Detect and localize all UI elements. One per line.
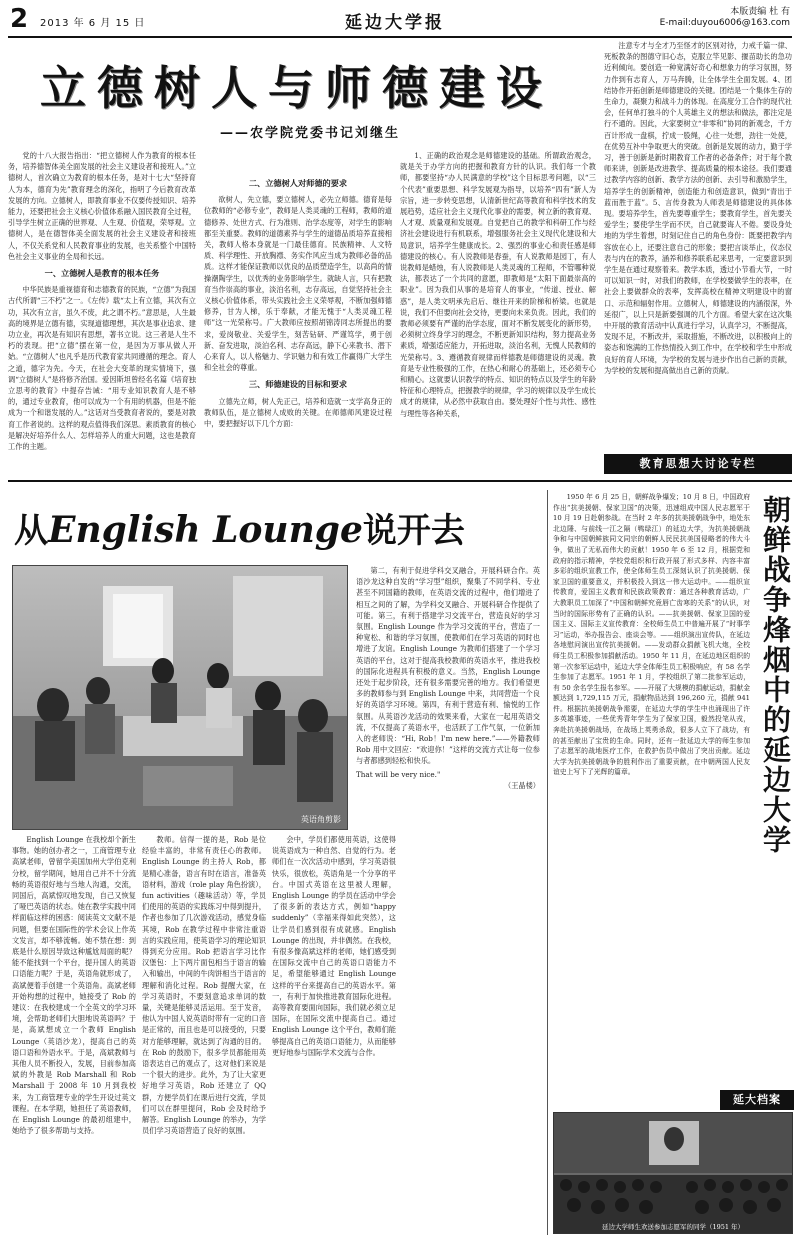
article1-title — [40, 52, 580, 115]
article3-left-rule — [547, 490, 548, 1235]
english-lounge-photo — [12, 565, 348, 830]
archive-photo-image — [554, 1113, 793, 1234]
article1-title-text: 立德树人与师德建设 — [40, 61, 553, 115]
article1-column-1 — [8, 150, 196, 470]
article2-column-4 — [356, 565, 540, 1235]
masthead: 延边大学报 — [345, 13, 445, 33]
article2-col3-text: 会中，学员们都使用英语，这使得说英语成为一种自然、自觉的行为。老师们在一次次活动中感到，学习英语很快乐，很放松，英语角是一个分享的平台。中国式英语在这里被人理解，English Lounge 的学员在活动中学会了很多新的表达方式，例如“happy suddenly”（幸福来得如此突然），这让学员们感到很有成就感。English Lounge 的出现，并非偶然。在我校，有很多像高斌这样的老师，她们感受到在国际交流中自己的英语口语能力不足，希望能够通过 English Lounge 这样的平台来提高自己的英语水平。第一，有利于加快推进教育国际化进程。高等教育要面向国际，我们就必须立足国际，在国际交流中提高自己。通过 English Lounge 这个平台，教师们能够提高自己的英语口语能力，从而能够更好地参与国际学术交流与合作。 — [272, 835, 396, 1057]
article1-column-3 — [400, 150, 596, 470]
article2-title — [14, 503, 559, 551]
article1-sec2-text: 欲树人，先立德，要立德树人，必先立师德。德育是每位教师的“必修专业”，教师是人类灵魂的工程师，教师的道德修养、处世方式、行为准则、治学态度等，对学生的影响都至关重要。教师的道德素养与学生的道德品质培养直接相关，教师人格本身就是一门最佳德育。民族精神、人文特质、科学理性、开放胸襟、务实作风应当成为教师必备的品质。这样才能保证教师以优良的品质塑造学生，以高尚的情操潮陶学生，以优秀的业务影响学生。就缺人言，只有把教育当作崇高的事业，淡泊名利，志存高远，自觉坚持社会主义核心价值体系，带头实践社会主义荣辱观，不断加强师德修养，甘为人梯，乐于奉献，才能无愧于“人类灵魂工程师”这一光荣称号。广大教师应按照胡锦涛同志所提出的要求，爱岗敬业、关爱学生，刻苦钻研、严谨笃学，勇于创新、奋发进取，淡泊名利、志存高远，静下心来教书、潜下心来育人，以人格魅力、学识魅力和有效工作赢得广大学生和全社会的尊重。 — [204, 195, 392, 373]
article1-sec3-text: 立德先立师，树人先正己，培养和造就一支学高身正的教师队伍，是立德树人成败的关键。在师德师风建设过程中，要把握好以下几个方面： — [204, 396, 392, 429]
page-header — [0, 0, 800, 38]
article2-author: （王晶楼） — [504, 780, 540, 790]
article3-text-column — [553, 492, 750, 1086]
article1-sec2-heading-lead — [204, 150, 392, 172]
article1-col4-text: 注意专才与全才乃至怪才的区别对待，力戒千篇一律、死板教条的图德守旧心态，克服立竿见影、揠苗助长的急功近利倾向。要创造一种宽满好奇心和想象力的学习氛围，努力作到有志育人，万马奔腾，让全体学生全面发展。4、团结协作开拓创新是师德建设的关键。团结是一个集体生存的生命力，凝聚力和战斗力的体现。在高度分工合作的现代社会，任何单打独斗的个人英雄主义的想法和做法，都注定是行不通的。因此，大家要树立“非零和”协同的新观念，千方百计形成一盘棋，拧成一股绳，心往一处想，劲往一处使，在优势互补中争取更大的突破。创新是发展的动力，勤于学习，善于创新是新时期教育工作者的必备条件；对于每个教师来讲，创新是改进教学、提高质量的根本途径。我们要通过教学内容的创新、教学方法的创新、去引导和激励学生，培养学生的创新精神，创造能力和创造意识，做到“青出于蓝而胜于蓝”。5、言传身教为人师表是师德建设的具体体现。要培养学生，首先要尊重学生；要教育学生，首先要关爱学生；要使学生学而不厌，自己就要诲人不倦。要设身处地的为学生着想，时刻记住自己的角色身份：既要把教学内容放在心上，还要注意自己的形象；要把言谈举止，仪态仪表与内在的教养，涵养和修养联系起来思考，一定要意识到学生是在通过观察着来。教学本质，透过小节看大节，一时可以知识一时，对我们的教师，在学校要做学生的表率，在社会上要做群众的表率，发挥高校在精神文明建设中的窗口、示范和辐射作用。立德树人，师德建设的内涵很深，外延很广，以上只是新要强调的几个方面。希望大家在这次集中开展的教育活动中认真进行学习，认真学习，不断提高，发现不足，不断改并，采取措施，不断改进，以积极向上的姿态和饱满的工作热情投入到工作中，在学校和学生中形成良好的育人环境，为学校的发展与进步作出自己新的贡献，为学校的发展和提高做出自己新的贡献。 — [604, 41, 792, 375]
header-rule — [8, 36, 792, 38]
article1-sec2-heading: 二、立德树人对师德的要求 — [248, 178, 348, 188]
archive-photo — [553, 1112, 793, 1234]
issue-date: 2013 年 6 月 15 日 — [40, 18, 146, 29]
education-forum-banner — [604, 454, 792, 474]
article3-vertical-title-text: 朝鲜战争烽烟中的延边大学 — [759, 495, 792, 855]
yanda-archive-banner — [720, 1090, 794, 1110]
edition-editor: 本版责编 杜 有 — [730, 7, 790, 17]
article1-sec3-heading: 三、师德建设的目标和要求 — [248, 379, 348, 390]
article3-text: 1950 年 6 月 25 日，朝鲜战争爆发；10 月 8 日，中国政府作出“抗美援朝、保家卫国”的决策，迅速组成中国人民志愿军于 10 月 19 日赴朝参战。在当时 2 年多的抗美援朝战争中，地处东北边陲、与前线一江之隔（鸭绿江）的延边大学，为抗美援朝战争和与中国朝鲜族同文同宗的朝鲜人民民抗美国侵略者的伟大斗争，做出了无私而伟大的贡献！1950 年 6 至 12 月，根据党和政府的指示精神，学校党组织和行政开展了形式多样、内容丰富多彩的组织宣教工作，使全体师生员工深刻认识了抗美援朝、保家卫国的重要意义，并积极投入到这一伟大运动中。——组织宣传教育，爱国主义教育和民族政策教育：通过各种教育活动，广大教职员工加深了“中国和朝鲜究竟唇亡齿寒的关系”的认识，对当时的国际形势有了正确的认识。——抗美援朝、保家卫国的爱国主义、国际主义宣传教育：全校师生员工中普遍开展了“时事学习”运动，举办报告会、座谈会等。——组织演出宣传队，在延边各地慰问演出宣传抗美援朝。——发动群众捐献飞机大炮，全校师生员工积极参加捐献活动。1950 年 11 月，在延边地区组织的第一次参军运动中，延边大学全体师生员工积极响应，有 58 名学生参加了志愿军。1951 年 1 月，学校组织了第二批参军运动，有 50 余名学生报名参军。——开展了大规模的捐献运动，捐献金额达到 1,729,115 万元，捐献物品达到 196,260 元，捐献 941 件。根据抗美援朝战争需要，在延边大学的学生中也涌现出了许多英雄事迹，一些优秀青年学生为了保家卫国，毅然投笔从戎，奔赴抗美援朝战场，在战场上英勇杀敌，很多人立下了战功，有的甚至献出了宝贵的生命。同时，还有一批延边大学的师生参加了志愿军的战地医疗工作，在救护伤员中做出了突出贡献。延边大学为抗美援朝战争的胜利作出了重要贡献，在中朝两国人民友谊史上写下了光辉的篇章。 — [553, 493, 750, 777]
article1-column-4 — [604, 40, 792, 460]
article2-col1-text: English Lounge 在我校却个新生事物。她的创办者之一，工商管理专业高斌老师，曾留学美国加州大学伯克利分校，留学期间，她用自己并不十分流畅的英语很好地与当地人沟通，交流，同国后，高斌惊叹地发现，自己又恢复了哑巴英语的状态。她在教学实践中同样面临这样的困惑：阅读英文文献不是问题，但要在国际性的学术会议上作英文发言，却不够流畅。她不禁在想：到底是什么原因导致这种尴尬局面的呢？能不能找到一个平台，提升国人的英语口语能力呢？于是，英语角就形成了，高斌便着手创建一个英语角。高斌老师开始构想的过程中，她接受了 Rob 的建议：在我校建成一个全英文的学习环境，会帮助老师们大胆地说英语吗？于是，高斌想成立一个教师 English Lounge（英语沙龙），提高自己的英语口语和外语水平。于是，高斌教师与其他人员不断投入，发展，目前参加高斌的外教是 Rob Marshall 和 Rob Marshall 于 2008 年 10 月到我校来，为工商管理专业的学生开设过英文课程。在本学期，她担任了英语教师，在 English Lounge 的最初组建中，她给予了很多帮助与支持。 — [12, 835, 136, 1136]
article1-byline: ——农学院党委书记刘继生 — [220, 126, 401, 141]
article1-col3-text: 1、正确的政治观念是师德建设的基础。所谓政治观念，就是关于办学方向的把握和教育方针的认识。我们每一个教师，都要坚持“办人民满意的学校”这个目标思考问题，以“三个代表”重要思想、科学发展观为指导，以培养“四有”新人为宗旨，进一步转变思想，认清新世纪高等教育和科学技术的发展趋势，适应社会主义现代化事业的需要，树立新的教育观、人才观、质量观和发展观。自觉把自己的教学和科研工作与经济社会建设进行有机联系，增强服务社会主义现代化建设和大局意识，培养学生健康成长。2、强烈的事业心和责任感是师德建设的核心。有人说教师是春蚕，有人说教师是园丁，有人说教师是蜡烛，有人说教师是人类灵魂的工程师，不管哪种说法，都表达了一个共同的意愿，即教师是“太阳下面最崇高的职业”。因为我们从事的是培育人的事业，“传道、授业、解惑”，是人类文明承先启后、继往开来的阶梯和桥梁。也就是说，我们不但要向社会交待，更要向未来负责。因此，我们的教师必须要有严谨的治学态度，面对不断发展变化的新形势，必须树立终身学习的理念，不断更新知识结构，努力提高业务素质，增强适应能力，开拓进取，淡泊名利，无愧人民教师的光荣称号。3、遵循教育规律而样德教是师德建设的灵魂。教育是专业性极强的工作，在热心和耐心的基础上，还必须专心和精心。这就要认识教学的特点、知识的特点以及学生的年龄特征和心理特点，把握教学的规律，学习的规律以及学生成长成才的规律，从必然中获取自由。要处理好个性与共性、感性与理性等各种关系， — [400, 151, 596, 418]
article2-title-suffix: 说开去 — [362, 511, 465, 551]
article2-column-1 — [12, 834, 136, 1232]
article2-title-prefix: 从 — [14, 511, 48, 551]
article2-column-2 — [142, 834, 266, 1232]
article1-intro: 党的十八大报告指出：“把立德树人作为教育的根本任务，培养德智体美全面发展的社会主义建设者和接班人。”立德树人，首次确立为教育的根本任务，是对十七大“坚持育人为本，德育为先”教育理念的深化，指明了今后教育改革发展的方向。立德树人，即教育事业不仅要传授知识、培养能力，还要把社会主义核心价值体系融入国民教育全过程，引导学生树立正确的世界观、人生观、价值观，荣辱观。立德树人，是在德智体美全面发展的社会主义建设者和接班人，不仅关系党和人民教育事业的发展，也关系整个中国特色社会主义事业的全局和长远。 — [8, 151, 196, 261]
english-lounge-photo-image — [13, 566, 348, 830]
education-forum-banner-text: 教育思想大讨论专栏 — [639, 457, 757, 470]
article2-col2-text: 教师。信得一提的是，Rob 是位经验丰富的，非常有责任心的教师。English Lounge 的主持人 Rob，都是精心准备，语言有时在语言，准备英语材料，游戏（role play 角色扮演），fun activities（趣味活动）等，学员们使用的英语的实践练习中得到提升，作者也参加了几次游戏活动，感觉身临其境，Rob 在教学过程中非常注重语言的实践应用，使英语学习的理论知识得到充分应用。Rob 把语言学习比作汉堡包：上下两片面包相当于语言的输入和输出，中间的牛肉饼相当于语言的理解和消化过程。Rob 提醒大家，在学习英语时，不要刻意追求单词的数量，关键是能够灵活运用。至于发音，他认为中国人说英语时带有一定的口音是正常的，而且也是可以接受的，只要对方能够理解，就达到了沟通的目的。在 Rob 的鼓励下，很多学员都能用英语表达自己的观点了，这对他们来说是一个很大的进步。此外，为了让大家更好地学习英语，Rob 还建立了 QQ 群，方便学员们在课后进行交流，学员们可以在群里提问，Rob 会及时给予解答。English Lounge 的举办，为学员们学习英语营造了良好的氛围。 — [142, 835, 266, 1136]
article2-title-english: English Lounge — [48, 509, 363, 551]
article2-col4-text: 第二，有利于促进学科交叉融合，开展科研合作。英语沙龙这种自发的“学习型”组织，聚集了不同学科、专业甚至不同国籍的教师，在英语交流的过程中，他们增进了相互之间的了解，为学科交叉融合、开展科研合作提供了可能。第三，有利于搭建学习交流平台，营造良好的学习氛围。English Lounge 作为学习交流的平台，营造了一种宽松、和谐的学习氛围，使教师们在学习英语的同时也增进了友谊。English Lounge 为教师们搭建了一个学习英语的平台，这对于提高我校教师的英语水平，推进我校的国际化进程具有积极的意义。当然，English Lounge 还处于起步阶段，还有很多需要完善的地方。我们希望更多的教师参与到 English Lounge 中来，共同营造一个良好的英语学习环境。第四，有利于营造有利、愉悦的工作氛围。从英语沙龙活动的效果来看，大家在一起用英语交流，不仅提高了英语水平，也活跃了工作气氛，一位新加入的老师说：“Hi, Rob！I'm new here.”——外籍教师 Rob 用中文回应：“欢迎你！”这样的交流方式让每一位参与者都感到轻松和快乐。 — [356, 566, 540, 766]
article3-vertical-title — [756, 495, 794, 945]
yanda-archive-banner-text: 延大档案 — [733, 1093, 781, 1106]
article1-sec1-text: 中华民族是重视德育和志德教育的民族，“立德”为我国古代所谓“三不朽”之一。《左传》载“太上有立德，其次有立功，其次有立言，虽久不废，此之谓不朽。”意思是，人生最高的境界是立德有德，实现道德理想，其次是事业追求、建功立业，再次是有知识有思想，著书立说。这三者是人生不朽的表现。把“立德”摆在第一位，是因为万事从做人开始。“立德树人”也凡乎是历代教育家共同遵循的理念。育人之道，德字为先。今天，在社会大变革的现实情境下，强调“立德树人”是将修齐治国。爱因斯坦曾经名名篇《培育独立思考的教育》中提存告诫：“用专业知识教育人是不够的，通过专业教育，他可以成为一个有用的机器，但是不能成为一个和谐发展的人。”这话对当受教育者说的，要是对教育工作者说的。这样的观点值得我们深思。素质教育的核心是解决好培养什么人、怎样培养人的重大问题，这也是教育工作的主题。 — [8, 285, 196, 452]
article2-closing-quote: That will be very nice." — [356, 769, 441, 779]
article1-sec1-heading: 一、立德树人是教育的根本任务 — [44, 268, 160, 279]
article1-column-2 — [204, 150, 392, 470]
english-lounge-photo-caption: 英语角剪影 — [301, 815, 341, 824]
editor-email: E-mail:duyou6006@163.com — [659, 18, 790, 28]
page-number: 2 — [10, 4, 29, 34]
archive-photo-caption: 延边大学师生欢送参加志愿军的同学（1951 年） — [601, 1223, 745, 1231]
section-divider — [8, 480, 792, 482]
